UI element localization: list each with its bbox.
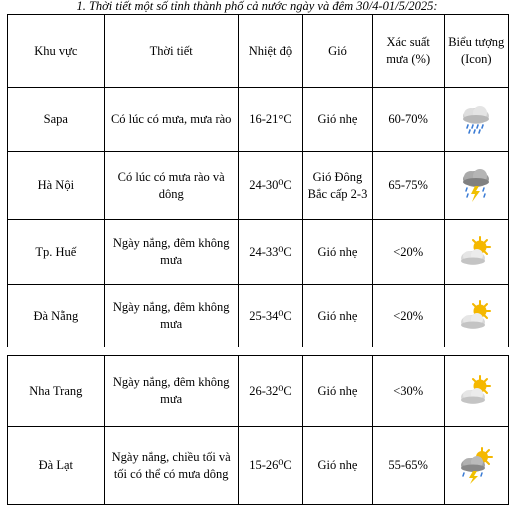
sun-cloud-icon <box>458 235 494 269</box>
header-icon: Biểu tượng (Icon) <box>444 15 508 88</box>
cell-weather: Ngày nắng, đêm không mưa <box>104 285 238 348</box>
cell-weather: Có lúc có mưa rào và dông <box>104 152 238 220</box>
cell-icon <box>444 152 508 220</box>
cell-weather: Có lúc có mưa, mưa rào <box>104 88 238 152</box>
cell-rain: 60-70% <box>372 88 444 152</box>
cell-rain: <20% <box>372 285 444 348</box>
cell-icon <box>444 220 508 285</box>
cell-temp: 24-30⁰C <box>238 152 302 220</box>
cell-area: Nha Trang <box>8 356 105 427</box>
cell-temp: 24-33⁰C <box>238 220 302 285</box>
table-row <box>8 88 509 152</box>
weather-table-top <box>7 14 509 348</box>
sun-thunderstorm-icon <box>458 447 494 485</box>
page-title: 1. Thời tiết một số tỉnh thành phố cả nước ngày và đêm 30/4-01/5/2025: <box>76 0 438 13</box>
cell-rain: <30% <box>372 356 444 427</box>
sun-cloud-icon <box>458 374 494 408</box>
cell-wind: Gió nhẹ <box>303 427 373 505</box>
cell-rain: <20% <box>372 220 444 285</box>
table-row <box>8 427 509 505</box>
cell-area: Sapa <box>8 88 105 152</box>
cell-temp: 26-32⁰C <box>238 356 302 427</box>
cell-rain: 65-75% <box>372 152 444 220</box>
header-temp: Nhiệt độ <box>238 15 302 88</box>
header-wind: Gió <box>303 15 373 88</box>
page-break-gap <box>0 347 514 355</box>
rain-cloud-icon <box>459 103 493 137</box>
table-row <box>8 220 509 285</box>
cell-weather: Ngày nắng, đêm không mưa <box>104 356 238 427</box>
cell-icon <box>444 88 508 152</box>
header-row <box>8 15 509 88</box>
cell-area: Tp. Huế <box>8 220 105 285</box>
cell-wind: Gió nhẹ <box>303 88 373 152</box>
thunderstorm-icon <box>459 167 493 205</box>
cell-wind: Gió nhẹ <box>303 285 373 348</box>
cell-wind: Gió nhẹ <box>303 356 373 427</box>
cell-wind: Gió nhẹ <box>303 220 373 285</box>
cell-icon <box>444 285 508 348</box>
cell-wind: Gió Đông Bắc cấp 2-3 <box>303 152 373 220</box>
header-weather: Thời tiết <box>104 15 238 88</box>
cell-rain: 55-65% <box>372 427 444 505</box>
cell-temp: 25-34⁰C <box>238 285 302 348</box>
table-row <box>8 285 509 348</box>
cell-area: Hà Nội <box>8 152 105 220</box>
header-rain: Xác suất mưa (%) <box>372 15 444 88</box>
cell-area: Đà Lạt <box>8 427 105 505</box>
cell-temp: 16-21°C <box>238 88 302 152</box>
weather-table-bottom <box>7 355 509 505</box>
cell-temp: 15-26⁰C <box>238 427 302 505</box>
header-area: Khu vực <box>8 15 105 88</box>
sun-cloud-icon <box>458 299 494 333</box>
cell-weather: Ngày nắng, chiều tối và tối có thể có mưa dông <box>104 427 238 505</box>
table-row <box>8 356 509 427</box>
table-row <box>8 152 509 220</box>
cell-weather: Ngày nắng, đêm không mưa <box>104 220 238 285</box>
cell-icon <box>444 427 508 505</box>
cell-area: Đà Nẵng <box>8 285 105 348</box>
cell-icon <box>444 356 508 427</box>
